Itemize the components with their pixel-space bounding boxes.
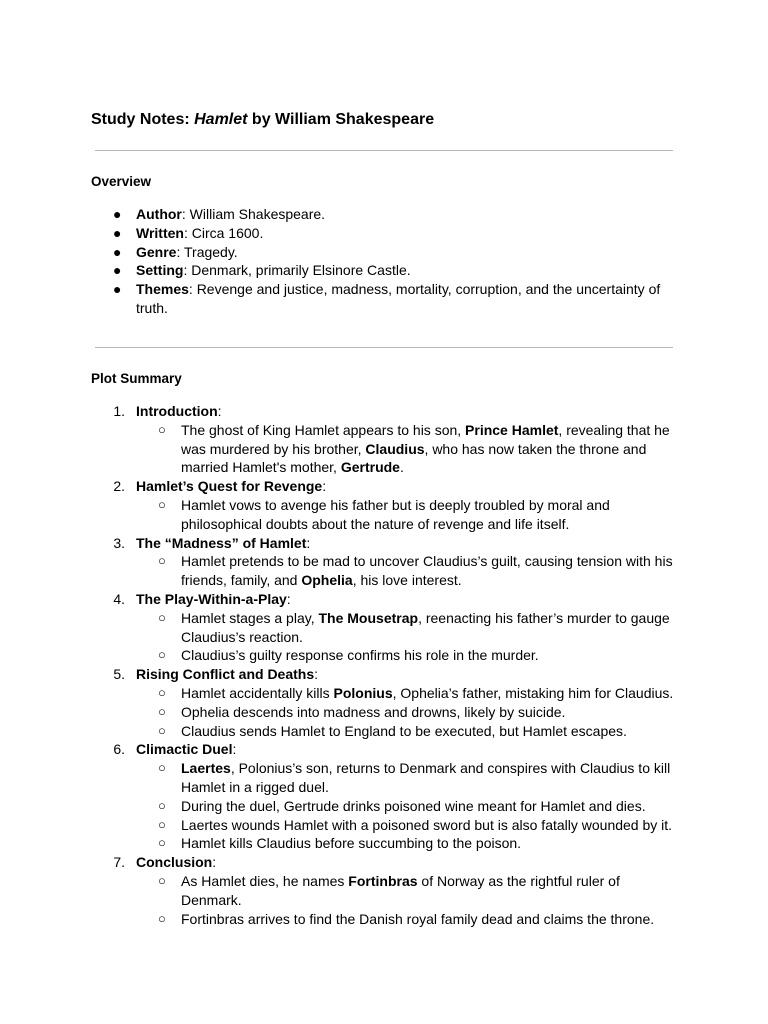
plot-point-text: Hamlet pretends to be mad to uncover Claudius’s guilt, causing tension with his friends, family, and: [181, 553, 673, 589]
divider-top: [95, 150, 673, 151]
plot-section-colon: :: [217, 403, 222, 419]
plot-summary-list: [91, 402, 691, 928]
overview-item-text: : Circa 1600.: [183, 224, 264, 241]
plot-point: [136, 684, 681, 703]
overview-item-text: : Revenge and justice, madness, mortality, corruption, and the uncertainty of truth.: [136, 281, 661, 316]
hollow-bullet-icon: ○: [158, 647, 166, 663]
plot-point-emphasis: Ophelia: [301, 572, 353, 589]
plot-section: [91, 740, 691, 853]
hollow-bullet-icon: ○: [158, 816, 166, 832]
plot-point-text: , Polonius’s son, returns to Denmark and conspires with Claudius to kill Hamlet in a rigged duel.: [181, 760, 671, 795]
plot-point-text: During the duel, Gertrude drinks poisoned wine meant for Hamlet and dies.: [181, 797, 646, 814]
hollow-bullet-icon: ○: [158, 835, 166, 851]
plot-point: [136, 759, 681, 797]
plot-section-points: [136, 421, 691, 477]
overview-item: [91, 205, 691, 224]
plot-point: [136, 703, 681, 722]
plot-point-emphasis: Fortinbras: [348, 872, 418, 889]
bullet-icon: ●: [113, 281, 122, 298]
plot-section-number: 1.: [113, 403, 125, 419]
page-title: [91, 110, 434, 130]
bullet-icon: ●: [113, 262, 122, 279]
plot-point-text: Claudius sends Hamlet to England to be executed, but Hamlet escapes.: [181, 722, 627, 739]
hollow-bullet-icon: ○: [158, 797, 166, 813]
plot-point: [136, 646, 681, 665]
plot-point: [136, 722, 681, 741]
plot-point-text: , who has now taken the throne and married Hamlet's mother,: [181, 440, 647, 476]
plot-section: [91, 534, 691, 590]
bullet-icon: ●: [113, 206, 122, 222]
plot-point-text: , Ophelia’s father, mistaking him for Claudius.: [392, 684, 674, 701]
plot-point-text: As Hamlet dies, he names: [181, 872, 349, 889]
plot-section-number: 2.: [113, 478, 125, 495]
bullet-icon: ●: [113, 224, 122, 241]
plot-section-colon: :: [212, 854, 217, 871]
plot-section-title: Introduction: [136, 403, 218, 419]
plot-section-colon: :: [314, 666, 319, 683]
plot-section-colon: :: [232, 741, 237, 758]
overview-list: [91, 205, 691, 318]
plot-point: [136, 797, 681, 816]
plot-point-emphasis: The Mousetrap: [318, 609, 419, 626]
hollow-bullet-icon: ○: [158, 910, 166, 926]
hollow-bullet-icon: ○: [158, 421, 166, 437]
plot-section-points: [136, 759, 691, 853]
plot-point-emphasis: Gertrude: [340, 459, 400, 476]
plot-section-title: Climactic Duel: [136, 741, 233, 758]
plot-section-title: Rising Conflict and Deaths: [136, 666, 315, 683]
plot-section-title: Conclusion: [136, 854, 213, 871]
plot-point-text: Claudius’s guilty response confirms his role in the murder.: [181, 647, 539, 664]
plot-section-points: [136, 872, 691, 928]
plot-point-text: Fortinbras arrives to find the Danish royal family dead and claims the throne.: [181, 910, 655, 927]
hollow-bullet-icon: ○: [158, 872, 166, 888]
plot-section-colon: :: [286, 590, 291, 607]
plot-point-emphasis: Polonius: [333, 684, 393, 701]
plot-section-title: The “Madness” of Hamlet: [136, 534, 307, 551]
plot-section-number: 3.: [113, 534, 125, 551]
plot-point: [136, 421, 681, 477]
plot-point-text: , reenacting his father’s murder to gauge Claudius’s reaction.: [181, 609, 670, 645]
plot-point-text: , revealing that he was murdered by his brother,: [181, 421, 670, 457]
hollow-bullet-icon: ○: [158, 722, 166, 738]
plot-point: [136, 910, 681, 929]
overview-item-label: Author: [136, 206, 182, 222]
plot-section-points: [136, 552, 691, 590]
plot-point-text: Laertes wounds Hamlet with a poisoned sword but is also fatally wounded by it.: [181, 816, 673, 833]
plot-section-title: The Play-Within-a-Play: [136, 590, 287, 607]
plot-point: [136, 496, 681, 534]
plot-section-points: [136, 684, 691, 740]
overview-item-label: Genre: [136, 243, 177, 260]
plot-point: [136, 834, 681, 853]
plot-point: [136, 872, 681, 910]
overview-item-label: Setting: [136, 262, 184, 279]
overview-item-label: Written: [136, 224, 184, 241]
plot-section-title: Hamlet’s Quest for Revenge: [136, 478, 323, 495]
plot-section-number: 7.: [113, 854, 125, 871]
plot-summary-heading: Plot Summary: [91, 371, 182, 386]
plot-point-text: Hamlet kills Claudius before succumbing to the poison.: [181, 835, 522, 852]
overview-item-text: : Tragedy.: [176, 243, 238, 260]
overview-item: [91, 224, 691, 243]
plot-section-points: [136, 609, 691, 665]
plot-point-text: Ophelia descends into madness and drowns, likely by suicide.: [181, 703, 566, 720]
plot-point-text: .: [399, 459, 404, 476]
plot-point-emphasis: Laertes: [181, 760, 231, 777]
plot-point-emphasis: Claudius: [365, 440, 425, 457]
plot-point-text: of Norway as the rightful ruler of Denmark.: [181, 872, 620, 908]
plot-point-text: Hamlet vows to avenge his father but is deeply troubled by moral and philosophical doubts about the nature of revenge and life itself.: [181, 496, 610, 532]
overview-item-label: Themes: [136, 281, 189, 298]
plot-section: [91, 590, 691, 665]
overview-item: [91, 280, 691, 318]
plot-section-number: 5.: [113, 666, 125, 683]
plot-section-number: 4.: [113, 590, 125, 607]
overview-item-text: : Denmark, primarily Elsinore Castle.: [183, 262, 411, 279]
divider-middle: [95, 347, 673, 348]
plot-point-text: , his love interest.: [352, 572, 462, 589]
plot-point-text: Hamlet stages a play,: [181, 609, 319, 626]
plot-section-number: 6.: [113, 741, 125, 758]
hollow-bullet-icon: ○: [158, 609, 166, 625]
plot-point: [136, 552, 681, 590]
plot-section-colon: :: [306, 534, 311, 551]
bullet-icon: ●: [113, 243, 122, 260]
title-prefix: Study Notes:: [91, 111, 195, 128]
overview-item-text: : William Shakespeare.: [181, 206, 326, 222]
title-work: Hamlet: [194, 111, 248, 128]
plot-point: [136, 816, 681, 835]
title-suffix: by William Shakespeare: [247, 111, 435, 128]
plot-point-text: Hamlet accidentally kills: [181, 684, 334, 701]
plot-point-text: The ghost of King Hamlet appears to his son,: [181, 421, 466, 438]
overview-item: [91, 243, 691, 262]
plot-point: [136, 609, 681, 647]
hollow-bullet-icon: ○: [158, 760, 166, 776]
hollow-bullet-icon: ○: [158, 684, 166, 700]
plot-point-emphasis: Prince Hamlet: [465, 421, 559, 438]
plot-section-colon: :: [322, 478, 327, 495]
overview-heading: Overview: [91, 174, 152, 189]
plot-section-points: [136, 496, 691, 534]
hollow-bullet-icon: ○: [158, 553, 166, 569]
plot-section: [91, 853, 691, 928]
overview-item: [91, 261, 691, 280]
plot-section: [91, 477, 691, 533]
plot-section: [91, 402, 691, 477]
hollow-bullet-icon: ○: [158, 703, 166, 719]
hollow-bullet-icon: ○: [158, 496, 166, 512]
plot-section: [91, 665, 691, 740]
